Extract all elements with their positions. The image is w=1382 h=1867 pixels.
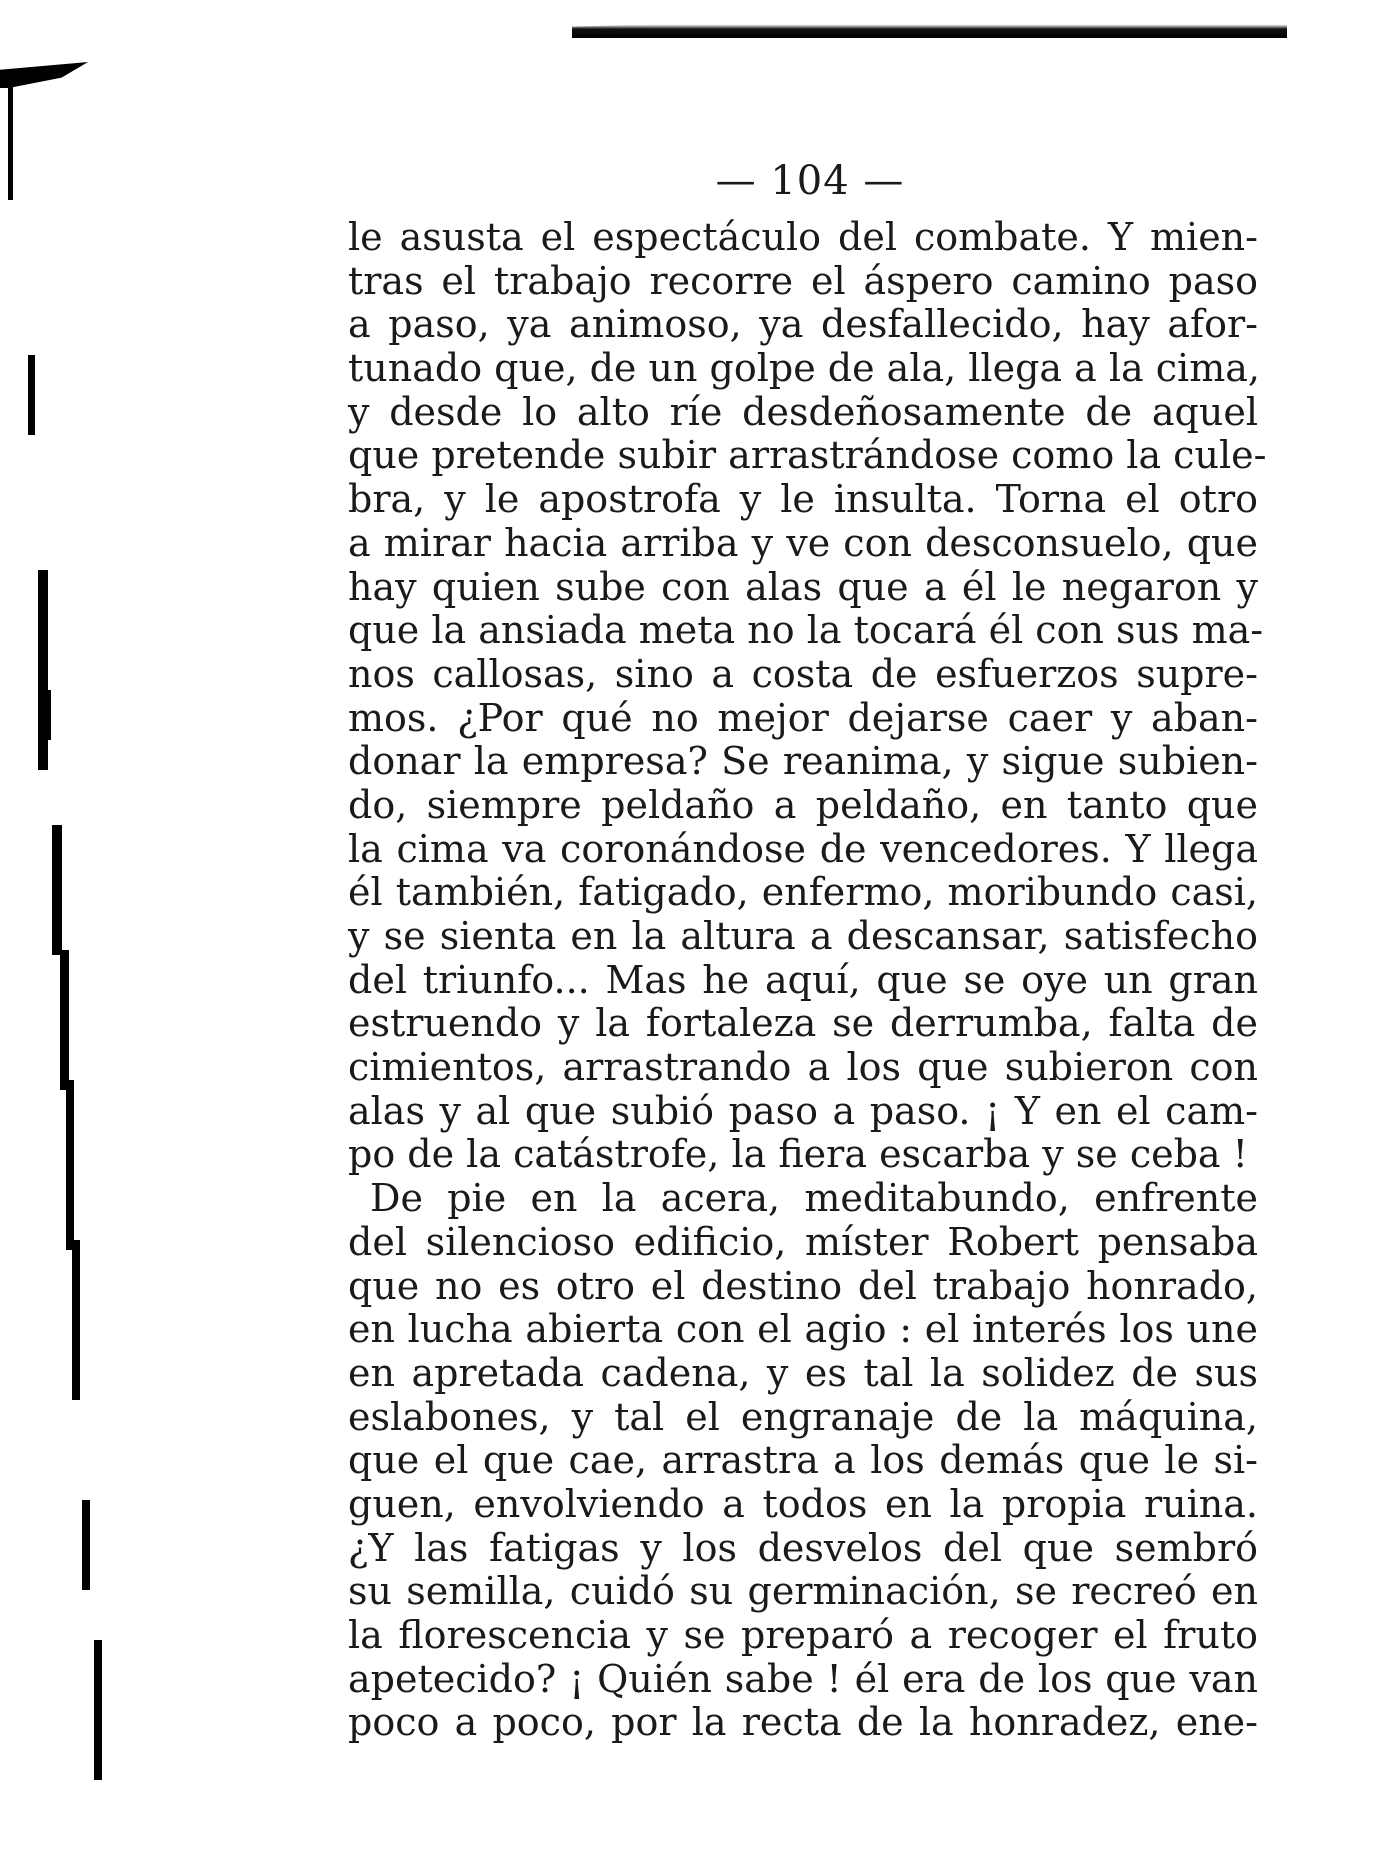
text-line: bra, y le apostrofa y le insulta. Torna el otro — [348, 477, 1258, 522]
page-number: — 104 — — [715, 158, 905, 204]
text-line: que el que cae, arrastra a los demás que le si- — [348, 1438, 1258, 1483]
text-line: y se sienta en la altura a descansar, satisfecho — [348, 914, 1258, 958]
text-line: a paso, ya animoso, ya desfallecido, hay afor- — [348, 302, 1258, 347]
text-line: le asusta el espectáculo del combate. Y mien- — [348, 215, 1258, 259]
paragraph-end-line: po de la catástrofe, la fiera escarba y se ceba ! — [348, 1132, 1248, 1177]
text-line: alas y al que subió paso a paso. ¡ Y en el cam- — [348, 1088, 1258, 1133]
text-line: apetecido? ¡ Quién sabe ! él era de los que van — [348, 1656, 1258, 1701]
text-line: mos. ¿Por qué no mejor dejarse caer y aban- — [348, 695, 1258, 740]
text-line: donar la empresa? Se reanima, y sigue subien- — [348, 739, 1258, 784]
text-line: do, siempre peldaño a peldaño, en tanto que — [348, 782, 1258, 827]
text-line: ¿Y las fatigas y los desvelos del que sembró — [348, 1525, 1258, 1570]
text-line: a mirar hacia arriba y ve con desconsuelo, que — [348, 520, 1258, 565]
scan-top-edge — [572, 8, 1287, 38]
text-line: tunado que, de un golpe de ala, llega a la cima, — [348, 346, 1260, 391]
text-line: su semilla, cuidó su germinación, se recreó en — [348, 1569, 1258, 1614]
text-line: que pretende subir arrastrándose como la cule- — [348, 433, 1267, 478]
scan-corner-mark — [0, 62, 88, 88]
text-line: hay quien sube con alas que a él le negaron y — [348, 564, 1258, 609]
text-line: estruendo y la fortaleza se derrumba, falta de — [348, 1001, 1258, 1046]
text-line: eslabones, y tal el engranaje de la máquina, — [348, 1394, 1258, 1439]
body-text — [348, 215, 1267, 1745]
text-line: del triunfo... Mas he aquí, que se oye un gran — [348, 957, 1258, 1002]
text-line: que no es otro el destino del trabajo honrado, — [348, 1263, 1258, 1308]
text-line: cimientos, arrastrando a los que subieron con — [348, 1045, 1258, 1090]
text-line: del silencioso edificio, míster Robert pensaba — [348, 1219, 1258, 1264]
text-line: poco a poco, por la recta de la honradez, ene- — [348, 1700, 1258, 1745]
text-line: la florescencia y se preparó a recoger el fruto — [348, 1613, 1258, 1657]
text-line: guen, envolviendo a todos en la propia ruina. — [348, 1481, 1258, 1526]
text-line: y desde lo alto ríe desdeñosamente de aquel — [348, 389, 1258, 434]
text-line: nos callosas, sino a costa de esfuerzos supre- — [348, 651, 1258, 696]
text-line: él también, fatigado, enfermo, moribundo casi, — [348, 870, 1258, 915]
text-line: la cima va coronándose de vencedores. Y llega — [348, 826, 1258, 871]
text-line: en apretada cadena, y es tal la solidez de sus — [348, 1350, 1258, 1395]
text-line: tras el trabajo recorre el áspero camino paso — [348, 258, 1258, 303]
text-line: en lucha abierta con el agio : el interés los une — [348, 1307, 1258, 1352]
paragraph-start-line: De pie en la acera, meditabundo, enfrente — [370, 1176, 1258, 1221]
text-line: que la ansiada meta no la tocará él con sus ma- — [348, 608, 1264, 653]
